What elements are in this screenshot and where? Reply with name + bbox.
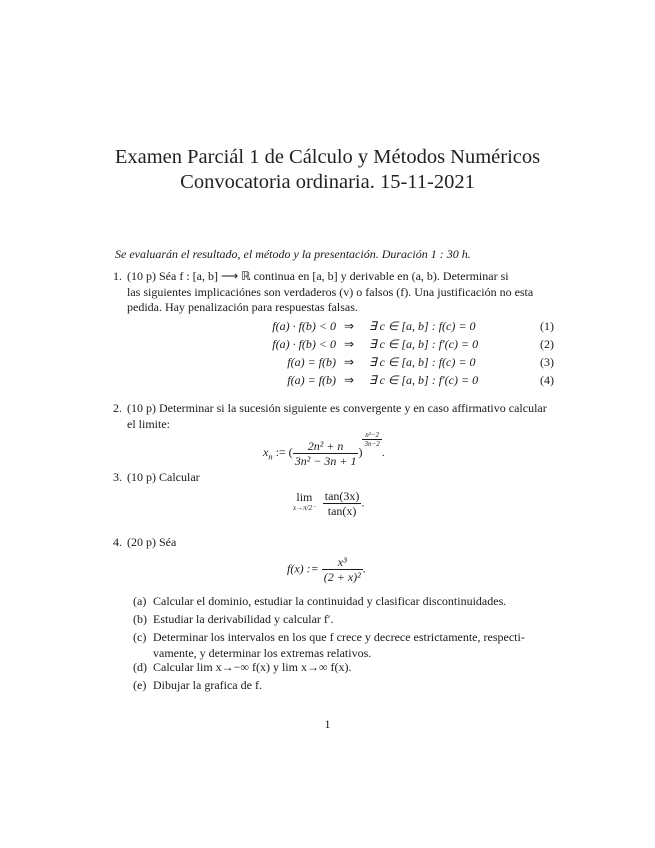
subitem-text-line-2: vamente, y determinar los extremas relativos. bbox=[153, 645, 372, 660]
close-paren: ) bbox=[358, 445, 363, 459]
subitem-label: (e) bbox=[133, 678, 147, 692]
fraction-numerator: tan(3x) bbox=[324, 489, 360, 503]
implies-arrow: ⇒ bbox=[344, 373, 355, 387]
limit-fraction bbox=[323, 489, 365, 518]
problem-3-text: (10 p) Calcular bbox=[127, 470, 200, 484]
equation-tag: (3) bbox=[540, 355, 554, 369]
equation-lhs: f(a) = f(b) bbox=[287, 373, 336, 387]
sequence-symbol: x bbox=[263, 445, 269, 459]
equation-lhs: f(a) · f(b) < 0 bbox=[272, 337, 336, 351]
problem-1-line-1: (10 p) Séa f : [a, b] ⟶ ℝ continua en [a, b] y derivable en (a, b). Determinar si bbox=[127, 269, 509, 283]
subitem-text: Calcular el dominio, estudiar la continuidad y clasificar discontinuidades. bbox=[153, 594, 507, 608]
problem-1-line-3: pedida. Hay penalización para respuestas falsas. bbox=[127, 300, 358, 314]
page-number: 1 bbox=[324, 717, 331, 731]
page-title: Examen Parciál 1 de Cálculo y Métodos Numéricos bbox=[114, 146, 541, 168]
equation-lhs: f(a) = f(b) bbox=[287, 355, 336, 369]
subitem-text: Calcular lim x→−∞ f(x) y lim x→∞ f(x). bbox=[153, 660, 352, 674]
subitem-label: (d) bbox=[133, 660, 147, 674]
fraction-numerator: x³ bbox=[322, 555, 363, 570]
equation-lhs: f(a) · f(b) < 0 bbox=[272, 319, 336, 333]
exponent-denominator: 3n−2 bbox=[364, 440, 380, 448]
sequence-index: n bbox=[268, 451, 273, 462]
assign-open: := ( bbox=[272, 445, 293, 459]
fraction-denominator: 3n² − 3n + 1 bbox=[294, 453, 357, 468]
equation-rhs: ∃ c ∈ [a, b] : f(c) = 0 bbox=[369, 319, 476, 333]
subitem-text: Dibujar la grafica de f. bbox=[153, 678, 262, 692]
subitem-text: Estudiar la derivabilidad y calcular f′. bbox=[153, 612, 334, 626]
problem-1-line-2: las siguientes implicaciónes son verdaderos (v) o falsos (f). Una justificación no esta bbox=[127, 284, 534, 299]
problem-1-number: 1. bbox=[113, 269, 122, 283]
function-definition: f(x) := bbox=[287, 561, 322, 576]
problem-4-formula bbox=[287, 555, 366, 584]
equation-rhs: ∃ c ∈ [a, b] : f′(c) = 0 bbox=[369, 373, 479, 387]
period: . bbox=[381, 445, 385, 459]
problem-3-formula bbox=[293, 489, 364, 518]
lim-subscript: x→π/2⁻ bbox=[293, 504, 316, 513]
problem-4-text: (20 p) Séa bbox=[127, 535, 177, 549]
subitem-text-line-1: Determinar los intervalos en los que f crece y decrece estrictamente, respecti- bbox=[153, 630, 525, 644]
fraction-denominator: (2 + x)² bbox=[323, 570, 361, 584]
subitem-label: (b) bbox=[133, 612, 147, 626]
problem-4-number: 4. bbox=[113, 535, 122, 549]
equation-rhs: ∃ c ∈ [a, b] : f′(c) = 0 bbox=[369, 337, 479, 351]
implies-arrow: ⇒ bbox=[344, 337, 355, 351]
fraction-numerator: 2n² + n bbox=[293, 439, 359, 454]
subitem-label: (c) bbox=[133, 630, 147, 644]
problem-2-line-2: el limite: bbox=[127, 416, 170, 431]
equation-tag: (1) bbox=[540, 319, 554, 333]
problem-2-number: 2. bbox=[113, 401, 122, 415]
subitem-label: (a) bbox=[133, 594, 147, 608]
problem-2-line-1: (10 p) Determinar si la sucesión siguiente es convergente y en caso affirmativo calcular bbox=[127, 401, 547, 415]
exponent-numerator: n²−2 bbox=[362, 431, 381, 440]
lim-label: lim bbox=[296, 490, 313, 505]
period: . bbox=[362, 561, 366, 576]
implies-arrow: ⇒ bbox=[344, 355, 355, 369]
equation-tag: (2) bbox=[540, 337, 554, 351]
implies-arrow: ⇒ bbox=[344, 319, 355, 333]
function-fraction bbox=[322, 555, 363, 584]
fraction-denominator: tan(x) bbox=[327, 504, 357, 518]
problem-3-number: 3. bbox=[113, 470, 122, 484]
limit-operator bbox=[293, 490, 316, 513]
period: . bbox=[361, 495, 365, 510]
instructions: Se evaluarán el resultado, el método y la presentación. Duración 1 : 30 h. bbox=[115, 247, 471, 261]
problem-2-formula bbox=[263, 431, 385, 468]
sequence-fraction bbox=[293, 439, 359, 468]
page-subtitle: Convocatoria ordinaria. 15-11-2021 bbox=[180, 171, 475, 193]
exponent-fraction bbox=[362, 431, 381, 448]
equation-tag: (4) bbox=[540, 373, 554, 387]
equation-rhs: ∃ c ∈ [a, b] : f(c) = 0 bbox=[369, 355, 476, 369]
